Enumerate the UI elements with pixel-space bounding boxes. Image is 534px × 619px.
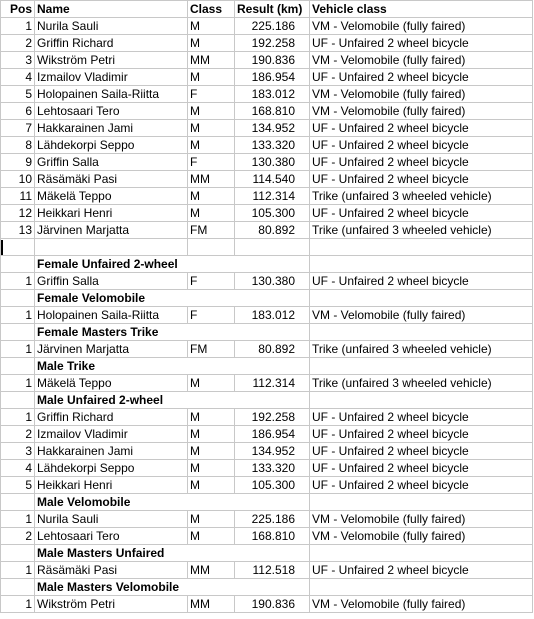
cell-pos[interactable]: 1 <box>1 562 35 579</box>
cell-result[interactable]: 130.380 <box>235 154 310 171</box>
cell-pos[interactable]: 1 <box>1 511 35 528</box>
section-header-row <box>1 290 533 307</box>
cell-vehicle[interactable]: VM - Velomobile (fully faired) <box>310 103 533 120</box>
cell-result[interactable]: 80.892 <box>235 222 310 239</box>
table-row <box>1 460 533 477</box>
cell-vehicle[interactable]: UF - Unfaired 2 wheel bicycle <box>310 205 533 222</box>
cell-name[interactable]: Järvinen Marjatta <box>35 222 188 239</box>
cell-result[interactable]: 133.320 <box>235 137 310 154</box>
cell-pos[interactable]: 5 <box>1 477 35 494</box>
cell-name[interactable]: Räsämäki Pasi <box>35 171 188 188</box>
cell-class[interactable]: M <box>188 103 235 120</box>
cell-name[interactable]: Izmailov Vladimir <box>35 426 188 443</box>
cell-name[interactable]: Holopainen Saila-Riitta <box>35 307 188 324</box>
empty-cell[interactable] <box>310 324 533 341</box>
section-title[interactable]: Male Masters Unfaired <box>35 545 310 562</box>
cell-pos[interactable]: 1 <box>1 273 35 290</box>
table-row <box>1 528 533 545</box>
cell-name[interactable]: Wikström Petri <box>35 596 188 613</box>
cell-vehicle[interactable]: UF - Unfaired 2 wheel bicycle <box>310 69 533 86</box>
cell-class[interactable]: M <box>188 137 235 154</box>
cell-result[interactable]: 134.952 <box>235 120 310 137</box>
table-row <box>1 52 533 69</box>
cell-result[interactable]: 105.300 <box>235 477 310 494</box>
cell-result[interactable]: 133.320 <box>235 460 310 477</box>
cell-result[interactable]: 112.314 <box>235 375 310 392</box>
cell-pos[interactable]: 10 <box>1 171 35 188</box>
cell-result[interactable]: 192.258 <box>235 409 310 426</box>
cell-result[interactable]: 168.810 <box>235 528 310 545</box>
cell-name[interactable]: Järvinen Marjatta <box>35 341 188 358</box>
table-row <box>1 307 533 324</box>
empty-cell[interactable] <box>1 545 35 562</box>
cell-name[interactable]: Mäkelä Teppo <box>35 375 188 392</box>
cell-name[interactable]: Räsämäki Pasi <box>35 562 188 579</box>
table-row <box>1 137 533 154</box>
empty-cell[interactable] <box>310 579 533 596</box>
section-title[interactable]: Male Velomobile <box>35 494 310 511</box>
cell-result[interactable]: 80.892 <box>235 341 310 358</box>
cell-name[interactable]: Lehtosaari Tero <box>35 103 188 120</box>
cell-class[interactable]: F <box>188 307 235 324</box>
cell-class[interactable]: M <box>188 205 235 222</box>
cell-name[interactable]: Mäkelä Teppo <box>35 188 188 205</box>
cell-vehicle[interactable]: UF - Unfaired 2 wheel bicycle <box>310 171 533 188</box>
cell-vehicle[interactable]: Trike (unfaired 3 wheeled vehicle) <box>310 188 533 205</box>
cell-vehicle[interactable]: VM - Velomobile (fully faired) <box>310 86 533 103</box>
table-row <box>1 477 533 494</box>
cell-class[interactable]: M <box>188 69 235 86</box>
cell-pos[interactable]: 3 <box>1 52 35 69</box>
table-row <box>1 596 533 613</box>
empty-cell[interactable] <box>1 579 35 596</box>
table-row <box>1 103 533 120</box>
empty-cell[interactable] <box>1 358 35 375</box>
table-row <box>1 341 533 358</box>
cell-vehicle[interactable]: VM - Velomobile (fully faired) <box>310 52 533 69</box>
cell-vehicle[interactable]: VM - Velomobile (fully faired) <box>310 307 533 324</box>
empty-cell[interactable] <box>310 545 533 562</box>
cell-vehicle[interactable]: UF - Unfaired 2 wheel bicycle <box>310 154 533 171</box>
table-row <box>1 120 533 137</box>
cell-pos[interactable]: 1 <box>1 409 35 426</box>
table-row <box>1 511 533 528</box>
header-vehicle[interactable]: Vehicle class <box>310 1 533 18</box>
cell-class[interactable]: M <box>188 188 235 205</box>
cell-result[interactable]: 190.836 <box>235 596 310 613</box>
cell-pos[interactable]: 5 <box>1 86 35 103</box>
cell-pos[interactable]: 1 <box>1 18 35 35</box>
cell-class[interactable]: M <box>188 460 235 477</box>
cell-vehicle[interactable]: UF - Unfaired 2 wheel bicycle <box>310 477 533 494</box>
empty-cell[interactable] <box>235 239 310 256</box>
cell-vehicle[interactable]: UF - Unfaired 2 wheel bicycle <box>310 137 533 154</box>
cell-result[interactable]: 225.186 <box>235 18 310 35</box>
table-row <box>1 443 533 460</box>
cell-class[interactable]: M <box>188 443 235 460</box>
cell-result[interactable]: 186.954 <box>235 69 310 86</box>
empty-cell[interactable] <box>310 392 533 409</box>
cell-class[interactable]: M <box>188 35 235 52</box>
section-title[interactable]: Male Trike <box>35 358 310 375</box>
cell-result[interactable]: 114.540 <box>235 171 310 188</box>
cell-class[interactable]: MM <box>188 171 235 188</box>
header-result[interactable]: Result (km) <box>235 1 310 18</box>
section-title[interactable]: Female Unfaired 2-wheel <box>35 256 310 273</box>
cell-pos[interactable]: 6 <box>1 103 35 120</box>
cell-vehicle[interactable]: UF - Unfaired 2 wheel bicycle <box>310 443 533 460</box>
empty-cell[interactable] <box>1 256 35 273</box>
empty-cell[interactable] <box>1 324 35 341</box>
cell-vehicle[interactable]: Trike (unfaired 3 wheeled vehicle) <box>310 375 533 392</box>
cell-name[interactable]: Nurila Sauli <box>35 511 188 528</box>
header-row <box>1 1 533 18</box>
cell-result[interactable]: 168.810 <box>235 103 310 120</box>
empty-cell[interactable] <box>1 239 35 256</box>
empty-cell[interactable] <box>310 239 533 256</box>
cell-result[interactable]: 183.012 <box>235 86 310 103</box>
table-row <box>1 222 533 239</box>
cell-name[interactable]: Griffin Salla <box>35 154 188 171</box>
cell-result[interactable]: 186.954 <box>235 426 310 443</box>
empty-cell[interactable] <box>1 494 35 511</box>
cell-vehicle[interactable]: UF - Unfaired 2 wheel bicycle <box>310 426 533 443</box>
empty-cell[interactable] <box>310 358 533 375</box>
cell-name[interactable]: Izmailov Vladimir <box>35 69 188 86</box>
header-name[interactable]: Name <box>35 1 188 18</box>
cell-class[interactable]: M <box>188 18 235 35</box>
table-row <box>1 86 533 103</box>
table-row <box>1 171 533 188</box>
cell-result[interactable]: 112.518 <box>235 562 310 579</box>
cell-name[interactable]: Hakkarainen Jami <box>35 120 188 137</box>
cell-pos[interactable]: 2 <box>1 35 35 52</box>
cell-pos[interactable]: 8 <box>1 137 35 154</box>
cell-result[interactable]: 225.186 <box>235 511 310 528</box>
cell-vehicle[interactable]: UF - Unfaired 2 wheel bicycle <box>310 460 533 477</box>
section-header-row <box>1 324 533 341</box>
empty-cell[interactable] <box>310 256 533 273</box>
cell-name[interactable]: Griffin Richard <box>35 409 188 426</box>
table-row <box>1 69 533 86</box>
table-row <box>1 426 533 443</box>
cell-vehicle[interactable]: VM - Velomobile (fully faired) <box>310 596 533 613</box>
cell-name[interactable]: Griffin Richard <box>35 35 188 52</box>
cell-class[interactable]: M <box>188 511 235 528</box>
table-row <box>1 18 533 35</box>
cell-vehicle[interactable]: Trike (unfaired 3 wheeled vehicle) <box>310 222 533 239</box>
cell-pos[interactable]: 1 <box>1 307 35 324</box>
cell-name[interactable]: Hakkarainen Jami <box>35 443 188 460</box>
cell-vehicle[interactable]: VM - Velomobile (fully faired) <box>310 511 533 528</box>
section-header-row <box>1 494 533 511</box>
cell-vehicle[interactable]: UF - Unfaired 2 wheel bicycle <box>310 409 533 426</box>
section-header-row <box>1 256 533 273</box>
cell-result[interactable]: 112.314 <box>235 188 310 205</box>
cell-result[interactable]: 190.836 <box>235 52 310 69</box>
cell-name[interactable]: Lähdekorpi Seppo <box>35 460 188 477</box>
cell-name[interactable]: Wikström Petri <box>35 52 188 69</box>
cell-result[interactable]: 134.952 <box>235 443 310 460</box>
cell-class[interactable]: M <box>188 477 235 494</box>
cell-pos[interactable]: 1 <box>1 375 35 392</box>
section-title[interactable]: Female Masters Trike <box>35 324 310 341</box>
cell-class[interactable]: F <box>188 86 235 103</box>
cell-result[interactable]: 192.258 <box>235 35 310 52</box>
cell-name[interactable]: Holopainen Saila-Riitta <box>35 86 188 103</box>
cell-class[interactable]: M <box>188 120 235 137</box>
section-title[interactable]: Female Velomobile <box>35 290 310 307</box>
cell-result[interactable]: 105.300 <box>235 205 310 222</box>
cell-pos[interactable]: 12 <box>1 205 35 222</box>
cell-pos[interactable]: 2 <box>1 426 35 443</box>
cell-vehicle[interactable]: VM - Velomobile (fully faired) <box>310 528 533 545</box>
section-header-row <box>1 579 533 596</box>
cell-vehicle[interactable]: UF - Unfaired 2 wheel bicycle <box>310 120 533 137</box>
empty-cell[interactable] <box>1 290 35 307</box>
cell-class[interactable]: FM <box>188 341 235 358</box>
section-header-row <box>1 392 533 409</box>
header-class[interactable]: Class <box>188 1 235 18</box>
cell-pos[interactable]: 2 <box>1 528 35 545</box>
cell-pos[interactable]: 11 <box>1 188 35 205</box>
cell-name[interactable]: Griffin Salla <box>35 273 188 290</box>
empty-cell[interactable] <box>310 290 533 307</box>
table-row <box>1 375 533 392</box>
empty-cell[interactable] <box>1 392 35 409</box>
cell-class[interactable]: M <box>188 375 235 392</box>
cell-name[interactable]: Nurila Sauli <box>35 18 188 35</box>
section-header-row <box>1 545 533 562</box>
cell-vehicle[interactable]: UF - Unfaired 2 wheel bicycle <box>310 35 533 52</box>
table-row <box>1 35 533 52</box>
cell-class[interactable]: MM <box>188 52 235 69</box>
cell-class[interactable]: FM <box>188 222 235 239</box>
cell-pos[interactable]: 1 <box>1 341 35 358</box>
section-title[interactable]: Male Unfaired 2-wheel <box>35 392 310 409</box>
cell-class[interactable]: F <box>188 154 235 171</box>
cell-pos[interactable]: 4 <box>1 69 35 86</box>
cell-pos[interactable]: 1 <box>1 596 35 613</box>
cell-vehicle[interactable]: Trike (unfaired 3 wheeled vehicle) <box>310 341 533 358</box>
cell-class[interactable]: M <box>188 426 235 443</box>
cell-name[interactable]: Lehtosaari Tero <box>35 528 188 545</box>
cell-class[interactable]: F <box>188 273 235 290</box>
empty-cell[interactable] <box>188 239 235 256</box>
table-row <box>1 188 533 205</box>
table-row <box>1 562 533 579</box>
cell-class[interactable]: M <box>188 528 235 545</box>
cell-pos[interactable]: 9 <box>1 154 35 171</box>
cell-vehicle[interactable]: UF - Unfaired 2 wheel bicycle <box>310 273 533 290</box>
empty-cell[interactable] <box>35 239 188 256</box>
cell-vehicle[interactable]: VM - Velomobile (fully faired) <box>310 18 533 35</box>
table-row <box>1 273 533 290</box>
cell-result[interactable]: 130.380 <box>235 273 310 290</box>
text-cursor <box>1 240 3 255</box>
cell-pos[interactable]: 7 <box>1 120 35 137</box>
cell-name[interactable]: Lähdekorpi Seppo <box>35 137 188 154</box>
section-header-row <box>1 358 533 375</box>
cell-class[interactable]: M <box>188 409 235 426</box>
header-pos[interactable]: Pos <box>1 1 35 18</box>
cell-name[interactable]: Heikkari Henri <box>35 477 188 494</box>
sheet-body <box>1 1 533 613</box>
table-row <box>1 154 533 171</box>
cell-vehicle[interactable]: UF - Unfaired 2 wheel bicycle <box>310 562 533 579</box>
cell-class[interactable]: MM <box>188 562 235 579</box>
empty-cell[interactable] <box>310 494 533 511</box>
table-row <box>1 205 533 222</box>
cell-pos[interactable]: 3 <box>1 443 35 460</box>
cell-class[interactable]: MM <box>188 596 235 613</box>
cell-pos[interactable]: 4 <box>1 460 35 477</box>
cell-name[interactable]: Heikkari Henri <box>35 205 188 222</box>
cell-result[interactable]: 183.012 <box>235 307 310 324</box>
table-row <box>1 409 533 426</box>
cell-pos[interactable]: 13 <box>1 222 35 239</box>
section-title[interactable]: Male Masters Velomobile <box>35 579 310 596</box>
blank-row <box>1 239 533 256</box>
